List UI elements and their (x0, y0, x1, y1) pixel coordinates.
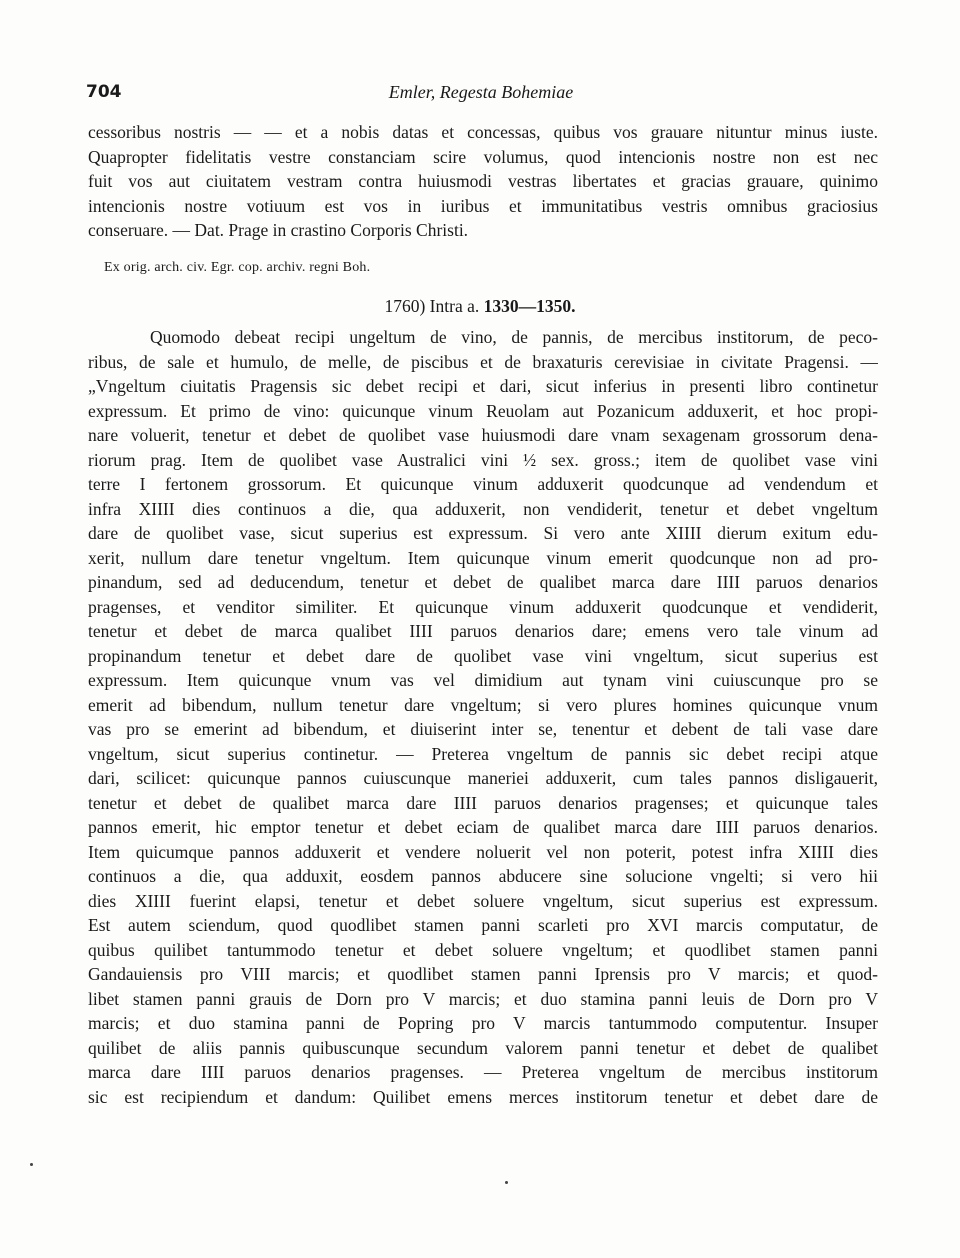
text-line: pragenses, et venditor similiter. Et quicunque vinum adduxerit quodcunque et vendiderit, (88, 596, 878, 617)
running-head: Emler, Regesta Bohemiae (388, 82, 574, 102)
text-line: dari, scilicet: quicunque pannos cuiuscunque maneriei adduxerit, cum tales pannos disligauerit, (88, 768, 878, 788)
text-line: tenetur et debet de marca qualibet IIII paruos denarios dare; emens vero tale vinum ad (88, 621, 878, 641)
text-line: pannos emerit, hic emptor tenetur et debet eciam de qualibet marca dare IIII paruos denarios. (88, 817, 878, 837)
text-line: pinandum, sed ad deducendum, tenetur et debet de qualibet marca dare IIII paruos denarios (88, 572, 878, 592)
text-line: libet stamen panni grauis de Dorn pro V marcis; et duo stamina panni leuis de Dorn pro V (88, 988, 878, 1009)
text-line: vas pro se emerint ad bibendum, et diuiserint inter se, tenentur et debent de tali vase dare (88, 719, 878, 739)
text-line: continuos a die, qua adduxit, eosdem pannos abducere sine solucione vngelti; si vero hii (88, 866, 878, 886)
text-line: terre I fertonem grossorum. Et quicunque vinum adduxerit quodcunque ad vendendum et (88, 474, 878, 494)
entry-number: 1760) Intra a. (384, 296, 480, 316)
page-header (86, 82, 876, 112)
text-line: dies XIIII fuerint elapsi, tenetur et debet soluere vngeltum, sicut superius est expressum. (88, 890, 878, 911)
text-line: „Vngeltum ciuitatis Pragensis sic debet recipi et dari, sicut inferius in presenti libro continetur (88, 376, 878, 396)
text-line: emerit ad bibendum, nullum tenetur dare vngeltum; si vero plures homines quicunque vnum (88, 694, 878, 715)
scan-speck (30, 1163, 33, 1166)
scan-speck (505, 1181, 508, 1184)
text-line: Est autem sciendum, quod quodlibet stamen panni scarleti pro XVI marcis computatur, de (88, 915, 878, 935)
text-line: intencionis nostre votiuum est vos in iuribus et immunitatibus vestris omnibus graciosius (88, 195, 878, 216)
entry-date-range: 1330—1350. (483, 296, 576, 316)
text-line: Item quicumque pannos adduxerit et vendere noluerit vel non poterit, potest infra XIIII dies (88, 841, 878, 862)
text-line: xerit, nullum dare tenetur vngeltum. Item quicunque vinum emerit quodcunque non ad pro- (88, 547, 878, 568)
text-line: riorum prag. Item de quolibet vase Australici vini ½ sex. gross.; item de quolibet vase vini (88, 449, 878, 470)
text-line: marcis; et duo stamina panni de Popring pro V marcis tantummodo computentur. Insuper (88, 1013, 878, 1033)
text-line: vngeltum, sicut superius continetur. — Preterea vngeltum de pannis sic debet recipi atque (88, 743, 878, 764)
text-line: propinandum tenetur et debet dare de quolibet vase vini vngeltum, sicut superius est (88, 645, 878, 666)
text-line: Gandauiensis pro VIII marcis; et quodlibet stamen panni Iprensis pro V marcis; et quod- (88, 964, 878, 984)
text-line: quilibet de aliis pannis quibuscunque secundum valorem panni tenetur et debet de qualibet (88, 1037, 878, 1058)
text-line: tenetur et debet de qualibet marca dare IIII paruos denarios pragenses; et quicunque tales (88, 792, 878, 813)
text-line: Quapropter fidelitatis vestre constanciam scire volumus, quod intencionis nostre non est nec (88, 146, 878, 167)
text-line: expressum. Item quicunque vnum vas vel dimidium aut tynam vini cuiuscunque pro se (88, 670, 878, 690)
text-line: conseruare. — Dat. Prage in crastino Corporis Christi. (88, 220, 469, 240)
text-line: sic est recipiendum et dandum: Quilibet emens merces institorum tenetur et debet dare de (88, 1086, 878, 1107)
text-line: quibus quilibet tantummodo tenetur et debet soluere vngeltum; et quodlibet stamen panni (88, 939, 878, 960)
page-number: 704 (86, 82, 122, 102)
text-line: marca dare IIII paruos denarios pragenses. — Preterea vngeltum de mercibus institorum (88, 1062, 878, 1082)
text-line: nare voluerit, tenetur et debet de quolibet vase huiusmodi dare vnam sexagenam grossorum dena- (88, 425, 878, 445)
text-line: cessoribus nostris — — et a nobis datas et concessas, quibus vos grauare nituntur minus iuste. (88, 122, 878, 142)
text-line: Quomodo debeat recipi ungeltum de vino, de pannis, de mercibus institorum, de peco- (150, 327, 878, 347)
text-line: infra XIIII dies continuos a die, qua adduxerit, non vendiderit, tenetur et debet vngeltum (88, 498, 878, 519)
entry-text (88, 325, 878, 1109)
text-line: fuit vos aut ciuitatem vestram contra huiusmodi vestras libertates et gracias grauare, quinimo (88, 171, 878, 191)
text-line: expressum. Et primo de vino: quicunque vinum Reuolam aut Pozanicum adduxerit, et hoc propi- (88, 400, 878, 421)
text-line: ribus, de sale et humulo, de melle, de piscibus et de braxaturis cerevisiae in civitate Pragensi. — (88, 351, 878, 372)
text-line: dare de quolibet vase, sicut superius est expressum. Si vero ante XIIII dierum exitum edu- (88, 523, 878, 543)
source-note: Ex orig. arch. civ. Egr. cop. archiv. regni Boh. (104, 260, 371, 275)
entry-heading (0, 296, 960, 317)
previous-entry-text (88, 120, 878, 243)
